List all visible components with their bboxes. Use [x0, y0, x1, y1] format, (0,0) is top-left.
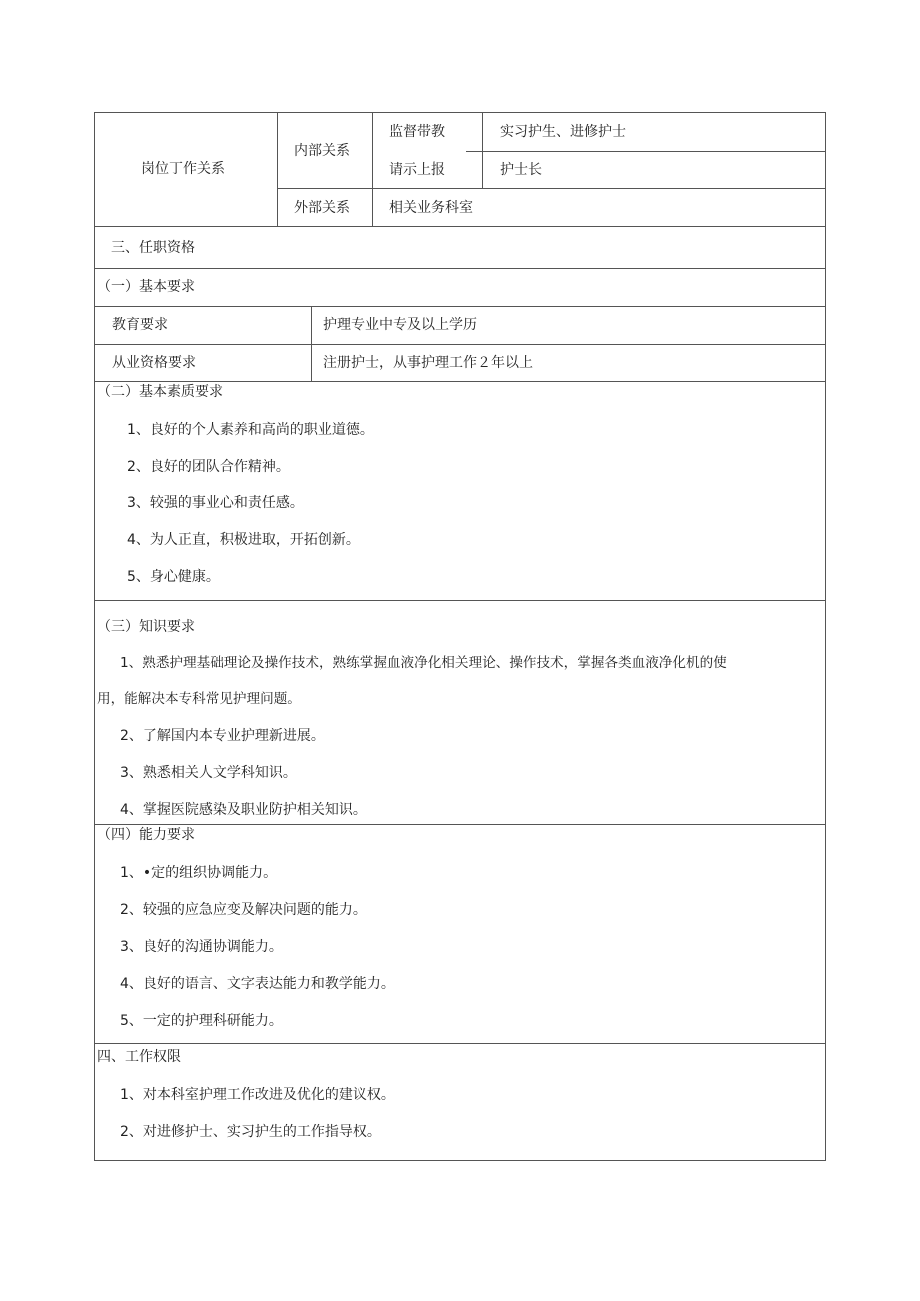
report-label: 请示上报: [389, 162, 445, 178]
list-item: 4、良好的语言、文字表达能力和教学能力。: [120, 976, 395, 992]
internal-relations-label: 内部关系: [294, 143, 350, 159]
external-relations-value: 相关业务科室: [389, 200, 473, 216]
list-item: 2、了解国内本专业护理新进展。: [120, 728, 325, 744]
basic-requirements-title: （一）基本要求: [97, 279, 195, 295]
divider: [277, 188, 825, 189]
divider: [277, 113, 278, 226]
divider: [482, 113, 483, 188]
job-relations-label: 岗位丁作关系: [141, 161, 225, 177]
education-label: 教育要求: [112, 317, 168, 333]
quality-title: （二）基本素质要求: [97, 384, 223, 400]
list-item: 5、一定的护理科研能力。: [120, 1013, 283, 1029]
list-item-continuation: 用，能解决本专科常见护理问题。: [97, 691, 301, 707]
ability-title: （四）能力要求: [97, 827, 195, 843]
list-item: 5、身心健康。: [127, 569, 220, 585]
list-item: 3、良好的沟通协调能力。: [120, 939, 283, 955]
divider: [95, 226, 825, 227]
certification-value: 注册护士，从事护理工作２年以上: [323, 355, 533, 371]
divider: [311, 306, 312, 381]
divider: [95, 381, 825, 382]
list-item: 3、熟悉相关人文学科知识。: [120, 765, 297, 781]
divider: [95, 1043, 825, 1044]
divider: [95, 600, 825, 601]
list-item: 3、较强的事业心和责任感。: [127, 495, 304, 511]
divider: [466, 151, 825, 152]
list-item: 1、对本科室护理工作改进及优化的建议权。: [120, 1087, 395, 1103]
list-item: 1、良好的个人素养和高尚的职业道德。: [127, 422, 374, 438]
supervise-label: 监督带教: [389, 124, 445, 140]
list-item: 4、掌握医院感染及职业防护相关知识。: [120, 802, 367, 818]
report-value: 护士长: [500, 162, 542, 178]
divider: [95, 344, 825, 345]
education-value: 护理专业中专及以上学历: [323, 317, 477, 333]
list-item: 1、熟悉护理基础理论及操作技术，熟练掌握血液净化相关理论、操作技术，掌握各类血液净化机的使: [120, 655, 727, 671]
divider: [95, 306, 825, 307]
job-description-table: [94, 112, 826, 1161]
qualification-title: 三、任职资格: [111, 240, 195, 256]
divider: [95, 824, 825, 825]
knowledge-title: （三）知识要求: [97, 619, 195, 635]
list-item: 2、良好的团队合作精神。: [127, 459, 290, 475]
external-relations-label: 外部关系: [294, 200, 350, 216]
list-item: 1、•定的组织协调能力。: [120, 865, 278, 881]
list-item: 2、对进修护士、实习护生的工作指导权。: [120, 1124, 381, 1140]
supervise-value: 实习护生、进修护士: [500, 124, 626, 140]
divider: [372, 113, 373, 226]
certification-label: 从业资格要求: [112, 355, 196, 371]
list-item: 4、为人正直，积极进取，开拓创新。: [127, 532, 360, 548]
authority-title: 四、工作权限: [97, 1049, 181, 1065]
list-item: 2、较强的应急应变及解决问题的能力。: [120, 902, 367, 918]
divider: [95, 268, 825, 269]
